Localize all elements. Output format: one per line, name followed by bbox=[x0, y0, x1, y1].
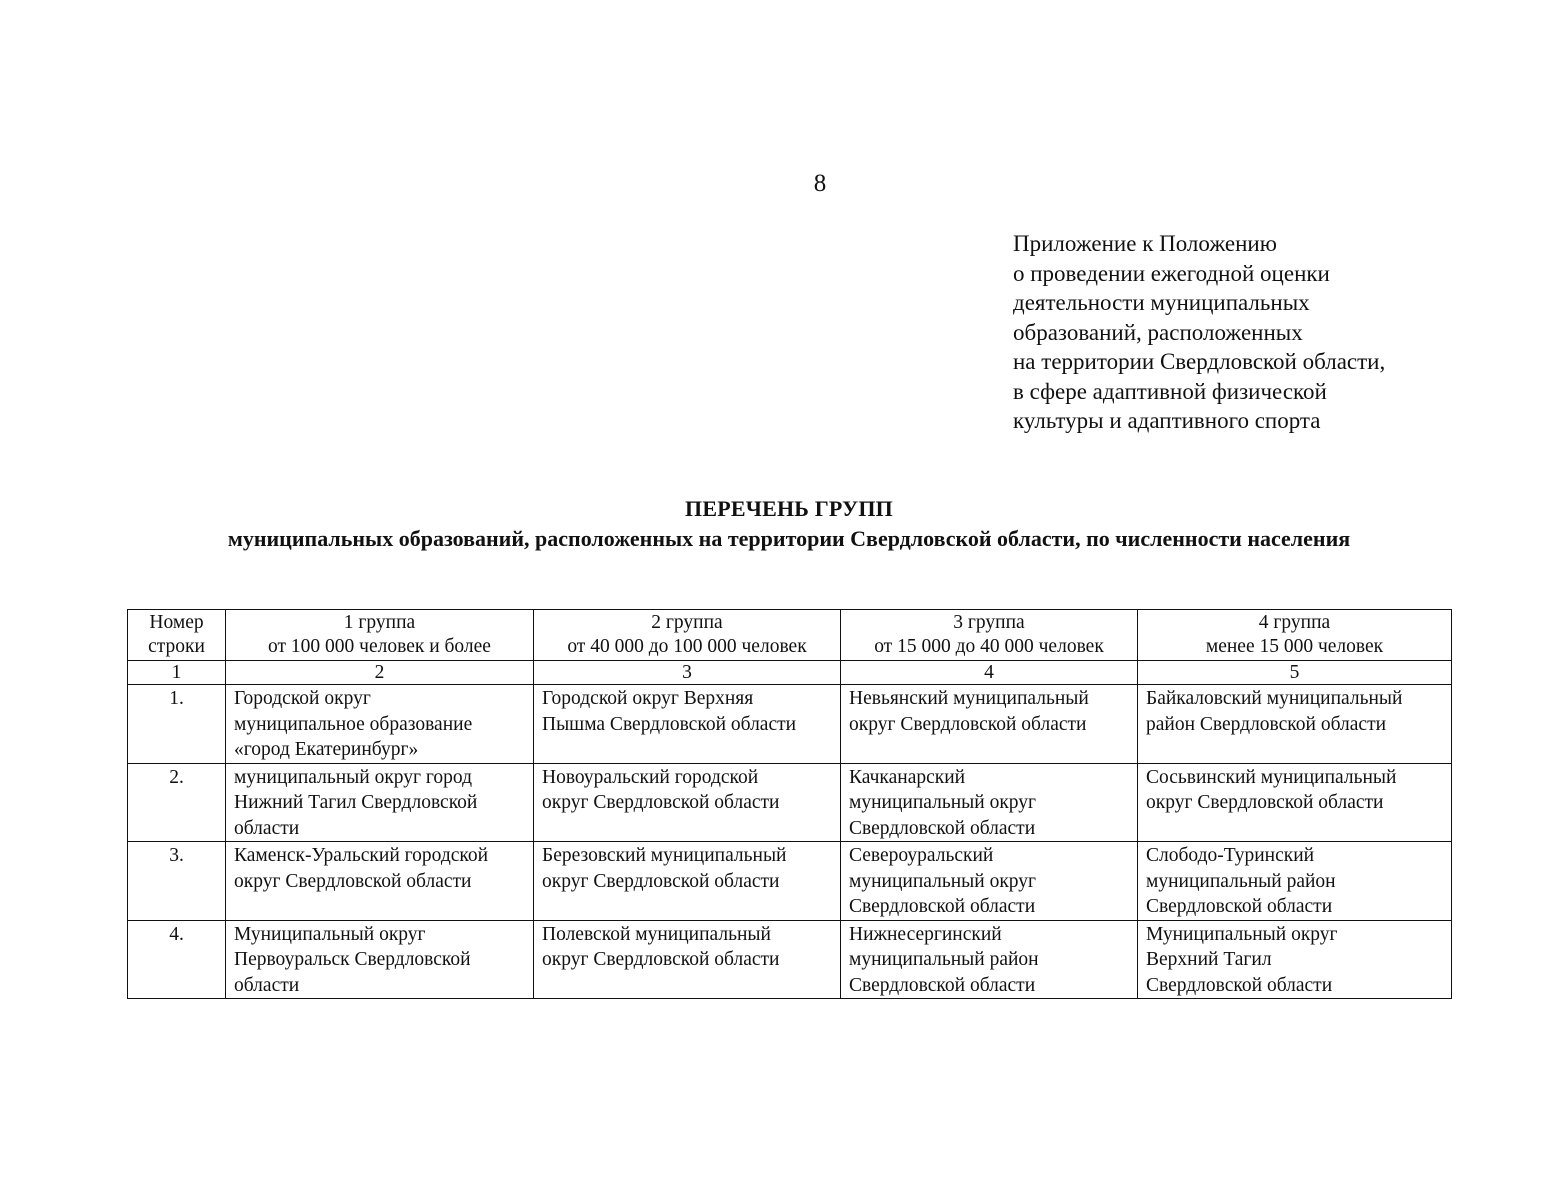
appendix-line: Приложение к Положению bbox=[1013, 231, 1277, 256]
header-group-3 bbox=[841, 610, 1138, 661]
cell-line: муниципальный округ bbox=[849, 792, 1037, 813]
cell-line: Полевской муниципальный bbox=[542, 923, 771, 945]
document-title: ПЕРЕЧЕНЬ ГРУПП bbox=[685, 496, 893, 521]
page-number: 8 bbox=[813, 170, 827, 197]
cell-line: Нижнесергинский bbox=[849, 923, 1002, 945]
row-number: 2. bbox=[128, 763, 226, 842]
group-2-cell bbox=[534, 685, 841, 764]
cell-line: Муниципальный округ bbox=[234, 923, 426, 945]
header-line: 2 группа bbox=[651, 612, 723, 633]
row-number: 3. bbox=[128, 842, 226, 921]
cell-line: Качканарский bbox=[849, 766, 966, 788]
appendix-line: образований, расположенных bbox=[1013, 319, 1303, 345]
table-row bbox=[128, 842, 1452, 921]
cell-line: муниципальное образование bbox=[234, 713, 473, 735]
appendix-note bbox=[1013, 229, 1385, 436]
appendix-line: в сфере адаптивной физической bbox=[1013, 378, 1327, 404]
cell-line: Новоуральский городской bbox=[542, 766, 759, 788]
appendix-line: о проведении ежегодной оценки bbox=[1013, 260, 1330, 286]
header-group-1 bbox=[226, 610, 534, 661]
header-line: от 100 000 человек и более bbox=[268, 636, 491, 657]
group-3-cell bbox=[841, 685, 1138, 764]
table-row bbox=[128, 685, 1452, 764]
cell-line: округ Свердловской области bbox=[849, 713, 1087, 735]
header-line: 4 группа bbox=[1258, 612, 1331, 633]
column-number: 5 bbox=[1138, 661, 1452, 685]
cell-line: округ Свердловской области bbox=[1146, 792, 1384, 813]
cell-line: Свердловской области bbox=[1146, 974, 1333, 996]
column-number: 2 bbox=[226, 661, 534, 685]
header-group-2 bbox=[534, 610, 841, 661]
group-1-cell bbox=[226, 842, 534, 921]
groups-table bbox=[127, 609, 1452, 999]
header-line: 3 группа bbox=[953, 612, 1025, 633]
table-row bbox=[128, 920, 1452, 999]
cell-line: области bbox=[234, 817, 300, 839]
column-number: 1 bbox=[128, 661, 226, 685]
row-number: 4. bbox=[128, 920, 226, 999]
cell-line: муниципальный район bbox=[1146, 870, 1336, 892]
header-line: Номер bbox=[149, 612, 204, 633]
group-4-cell bbox=[1138, 842, 1452, 921]
row-number: 1. bbox=[128, 685, 226, 764]
cell-line: округ Свердловской области bbox=[542, 870, 780, 892]
header-line: 1 группа bbox=[343, 612, 416, 633]
table-header-row bbox=[128, 610, 1452, 661]
cell-line: Березовский муниципальный bbox=[542, 845, 787, 866]
cell-line: муниципальный округ город bbox=[234, 766, 473, 788]
group-4-cell bbox=[1138, 685, 1452, 764]
group-2-cell bbox=[534, 920, 841, 999]
group-3-cell bbox=[841, 842, 1138, 921]
cell-line: Байкаловский муниципальный bbox=[1146, 688, 1403, 709]
group-1-cell bbox=[226, 920, 534, 999]
cell-line: Свердловской области bbox=[849, 817, 1036, 839]
cell-line: округ Свердловской области bbox=[234, 870, 472, 892]
document-title-block bbox=[128, 494, 1450, 554]
cell-line: округ Свердловской области bbox=[542, 949, 780, 970]
cell-line: Североуральский bbox=[849, 845, 994, 866]
cell-line: Свердловской области bbox=[849, 896, 1036, 917]
header-line: от 15 000 до 40 000 человек bbox=[874, 636, 1104, 657]
table-row bbox=[128, 763, 1452, 842]
cell-line: район Свердловской области bbox=[1146, 713, 1387, 735]
group-4-cell bbox=[1138, 763, 1452, 842]
cell-line: Слободо-Туринский bbox=[1146, 845, 1315, 866]
cell-line: Городской округ Верхняя bbox=[542, 688, 754, 709]
group-1-cell bbox=[226, 763, 534, 842]
header-line: менее 15 000 человек bbox=[1205, 636, 1384, 657]
group-2-cell bbox=[534, 842, 841, 921]
cell-line: Каменск-Уральский городской bbox=[234, 845, 489, 866]
cell-line: Сосьвинский муниципальный bbox=[1146, 766, 1397, 788]
cell-line: муниципальный район bbox=[849, 949, 1039, 970]
appendix-line: на территории Свердловской области, bbox=[1013, 349, 1386, 374]
appendix-line: деятельности муниципальных bbox=[1013, 290, 1310, 315]
cell-line: Нижний Тагил Свердловской bbox=[234, 792, 478, 813]
cell-line: Свердловской области bbox=[1146, 896, 1333, 917]
header-line: строки bbox=[148, 636, 205, 657]
cell-line: муниципальный округ bbox=[849, 870, 1037, 892]
cell-line: Первоуральск Свердловской bbox=[234, 949, 471, 970]
document-subtitle: муниципальных образований, расположенных на территории Свердловской области, по численности населения bbox=[227, 526, 1351, 551]
column-number: 3 bbox=[534, 661, 841, 685]
cell-line: Пышма Свердловской области bbox=[542, 713, 797, 735]
group-3-cell bbox=[841, 763, 1138, 842]
column-numbers-row bbox=[128, 661, 1452, 685]
header-group-4 bbox=[1138, 610, 1452, 661]
group-1-cell bbox=[226, 685, 534, 764]
header-line: от 40 000 до 100 000 человек bbox=[567, 636, 807, 657]
cell-line: Верхний Тагил bbox=[1146, 949, 1272, 970]
header-row-number bbox=[128, 610, 226, 661]
cell-line: округ Свердловской области bbox=[542, 792, 780, 813]
appendix-line: культуры и адаптивного спорта bbox=[1013, 408, 1321, 433]
cell-line: области bbox=[234, 974, 300, 996]
cell-line: «город Екатеринбург» bbox=[234, 739, 419, 760]
cell-line: Муниципальный округ bbox=[1146, 923, 1338, 945]
cell-line: Свердловской области bbox=[849, 974, 1036, 996]
group-2-cell bbox=[534, 763, 841, 842]
group-4-cell bbox=[1138, 920, 1452, 999]
group-3-cell bbox=[841, 920, 1138, 999]
column-number: 4 bbox=[841, 661, 1138, 685]
cell-line: Городской округ bbox=[234, 688, 371, 709]
cell-line: Невьянский муниципальный bbox=[849, 688, 1089, 709]
